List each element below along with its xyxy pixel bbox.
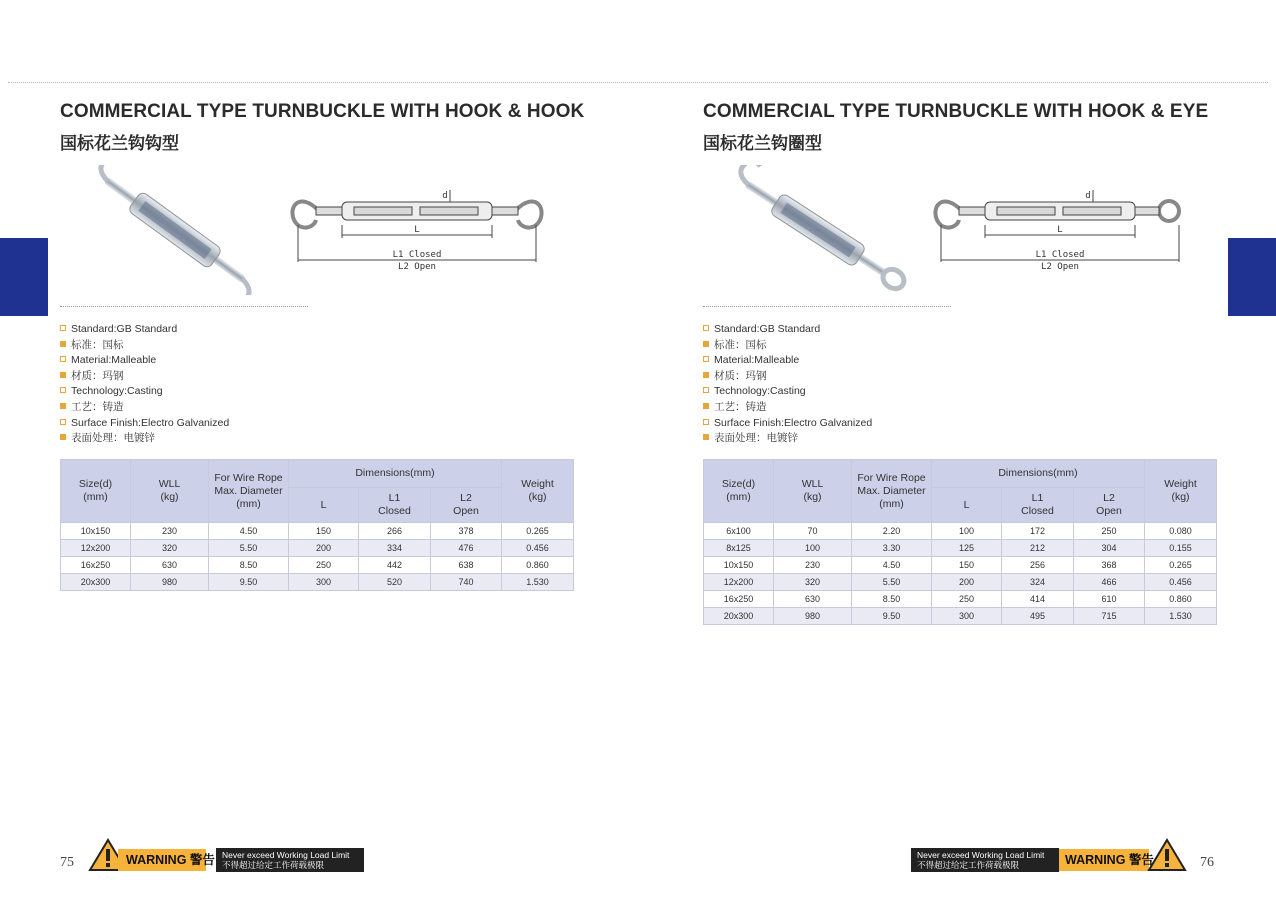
spec-item: 表面处理：电镀锌 <box>703 431 872 447</box>
spec-list <box>703 322 872 447</box>
header-wire-rope: For Wire Rope Max. Diameter (mm) <box>209 460 289 523</box>
warning-banner <box>911 838 1191 872</box>
table-cell: 4.50 <box>852 557 932 574</box>
section-dotted-rule <box>703 306 951 307</box>
table-cell: 16x250 <box>61 557 131 574</box>
table-row <box>61 523 574 540</box>
table-cell: 0.080 <box>1145 523 1217 540</box>
bullet-icon <box>60 434 66 440</box>
table-cell: 150 <box>289 523 359 540</box>
table-cell: 378 <box>431 523 502 540</box>
warning-note: Never exceed Working Load Limit 不得超过给定工作荷载极限 <box>911 848 1059 872</box>
section-dotted-rule <box>60 306 308 307</box>
spec-item: 表面处理：电镀锌 <box>60 431 229 447</box>
table-cell: 0.456 <box>1145 574 1217 591</box>
page-title: COMMERCIAL TYPE TURNBUCKLE WITH HOOK & EYE <box>703 101 1209 122</box>
bullet-icon <box>60 419 66 425</box>
table-cell: 610 <box>1074 591 1145 608</box>
table-cell: 980 <box>131 574 209 591</box>
spec-item: Material:Malleable <box>703 353 872 369</box>
table-cell: 300 <box>289 574 359 591</box>
table-cell: 9.50 <box>852 608 932 625</box>
page-left <box>60 0 620 922</box>
bullet-icon <box>703 356 709 362</box>
spec-item: Surface Finish:Electro Galvanized <box>60 416 229 432</box>
turnbuckle-hook-eye-drawing <box>933 180 1188 275</box>
bullet-icon <box>703 341 709 347</box>
drawing-label-l2: L2 Open <box>1041 262 1079 272</box>
drawing-label-l: L <box>414 225 420 235</box>
turnbuckle-hook-hook-photo <box>70 165 280 295</box>
table-cell: 16x250 <box>704 591 774 608</box>
table-cell: 334 <box>359 540 431 557</box>
table-cell: 250 <box>289 557 359 574</box>
bullet-icon <box>60 325 66 331</box>
spec-item: Surface Finish:Electro Galvanized <box>703 416 872 432</box>
page-subtitle-cn: 国标花兰钩圈型 <box>703 134 822 153</box>
table-cell: 520 <box>359 574 431 591</box>
table-cell: 476 <box>431 540 502 557</box>
spec-item: 材质：玛钢 <box>60 369 229 385</box>
table-cell: 8x125 <box>704 540 774 557</box>
table-cell: 172 <box>1002 523 1074 540</box>
bullet-icon <box>60 356 66 362</box>
table-cell: 70 <box>774 523 852 540</box>
spec-item: Standard:GB Standard <box>703 322 872 338</box>
table-cell: 0.155 <box>1145 540 1217 557</box>
spec-item: 工艺：铸造 <box>703 400 872 416</box>
table-cell: 740 <box>431 574 502 591</box>
table-cell: 3.30 <box>852 540 932 557</box>
warning-label: WARNING 警告 <box>118 849 206 871</box>
table-row <box>704 540 1217 557</box>
table-cell: 320 <box>131 540 209 557</box>
table-cell: 6x100 <box>704 523 774 540</box>
bullet-icon <box>703 372 709 378</box>
spec-item: Material:Malleable <box>60 353 229 369</box>
bullet-icon <box>60 341 66 347</box>
table-cell: 12x200 <box>704 574 774 591</box>
table-cell: 300 <box>932 608 1002 625</box>
bullet-icon <box>703 434 709 440</box>
header-weight: Weight (kg) <box>1145 460 1217 523</box>
table-cell: 2.20 <box>852 523 932 540</box>
table-cell: 4.50 <box>209 523 289 540</box>
table-cell: 1.530 <box>1145 608 1217 625</box>
header-l1: L1 Closed <box>1002 488 1074 523</box>
header-size: Size(d) (mm) <box>704 460 774 523</box>
spec-item: Technology:Casting <box>703 384 872 400</box>
table-cell: 8.50 <box>852 591 932 608</box>
table-cell: 200 <box>289 540 359 557</box>
page-title: COMMERCIAL TYPE TURNBUCKLE WITH HOOK & HOOK <box>60 101 585 122</box>
table-row <box>61 574 574 591</box>
table-row <box>61 540 574 557</box>
header-wire-rope: For Wire Rope Max. Diameter (mm) <box>852 460 932 523</box>
spec-table <box>703 459 1217 625</box>
table-cell: 0.860 <box>1145 591 1217 608</box>
drawing-label-l: L <box>1057 225 1063 235</box>
spec-item: Technology:Casting <box>60 384 229 400</box>
page-number: 75 <box>60 855 74 870</box>
table-row <box>704 591 1217 608</box>
table-cell: 212 <box>1002 540 1074 557</box>
table-cell: 20x300 <box>704 608 774 625</box>
table-row <box>704 557 1217 574</box>
table-row <box>704 608 1217 625</box>
warning-label: WARNING 警告 <box>1059 849 1149 871</box>
table-cell: 0.456 <box>502 540 574 557</box>
table-cell: 466 <box>1074 574 1145 591</box>
table-cell: 324 <box>1002 574 1074 591</box>
spec-table <box>60 459 574 591</box>
spec-item: 标准：国标 <box>703 338 872 354</box>
table-cell: 12x200 <box>61 540 131 557</box>
header-wll: WLL (kg) <box>131 460 209 523</box>
spec-item: Standard:GB Standard <box>60 322 229 338</box>
table-cell: 304 <box>1074 540 1145 557</box>
table-cell: 100 <box>932 523 1002 540</box>
header-dimensions: Dimensions(mm) <box>289 460 502 488</box>
left-side-tab <box>0 238 48 316</box>
table-cell: 266 <box>359 523 431 540</box>
table-cell: 10x150 <box>704 557 774 574</box>
warning-triangle-icon <box>1147 838 1187 872</box>
header-l2: L2 Open <box>431 488 502 523</box>
header-l2: L2 Open <box>1074 488 1145 523</box>
table-cell: 715 <box>1074 608 1145 625</box>
page-number: 76 <box>1200 855 1214 870</box>
header-l: L <box>289 488 359 523</box>
bullet-icon <box>60 387 66 393</box>
table-cell: 980 <box>774 608 852 625</box>
bullet-icon <box>60 372 66 378</box>
header-dimensions: Dimensions(mm) <box>932 460 1145 488</box>
table-cell: 250 <box>932 591 1002 608</box>
table-cell: 414 <box>1002 591 1074 608</box>
page-subtitle-cn: 国标花兰钩钩型 <box>60 134 179 153</box>
drawing-label-l1: L1 Closed <box>392 250 442 260</box>
bullet-icon <box>703 325 709 331</box>
table-cell: 0.265 <box>1145 557 1217 574</box>
drawing-label-d: d <box>1085 191 1091 201</box>
bullet-icon <box>703 403 709 409</box>
header-l1: L1 Closed <box>359 488 431 523</box>
header-size: Size(d) (mm) <box>61 460 131 523</box>
spec-item: 工艺：铸造 <box>60 400 229 416</box>
spec-item: 标准：国标 <box>60 338 229 354</box>
turnbuckle-hook-eye-photo <box>713 165 923 295</box>
drawing-label-d: d <box>442 191 448 201</box>
table-cell: 230 <box>131 523 209 540</box>
bullet-icon <box>703 419 709 425</box>
bullet-icon <box>703 387 709 393</box>
drawing-label-l2: L2 Open <box>398 262 436 272</box>
table-cell: 230 <box>774 557 852 574</box>
table-cell: 495 <box>1002 608 1074 625</box>
bullet-icon <box>60 403 66 409</box>
spec-item: 材质：玛钢 <box>703 369 872 385</box>
table-cell: 20x300 <box>61 574 131 591</box>
table-cell: 630 <box>131 557 209 574</box>
warning-banner <box>88 838 368 872</box>
table-cell: 5.50 <box>852 574 932 591</box>
table-cell: 0.860 <box>502 557 574 574</box>
table-cell: 250 <box>1074 523 1145 540</box>
table-row <box>704 523 1217 540</box>
header-weight: Weight (kg) <box>502 460 574 523</box>
table-cell: 10x150 <box>61 523 131 540</box>
table-cell: 150 <box>932 557 1002 574</box>
table-cell: 368 <box>1074 557 1145 574</box>
table-cell: 1.530 <box>502 574 574 591</box>
table-cell: 8.50 <box>209 557 289 574</box>
table-cell: 256 <box>1002 557 1074 574</box>
table-cell: 5.50 <box>209 540 289 557</box>
table-cell: 0.265 <box>502 523 574 540</box>
page-right <box>703 0 1263 922</box>
drawing-label-l1: L1 Closed <box>1035 250 1085 260</box>
table-cell: 100 <box>774 540 852 557</box>
warning-note: Never exceed Working Load Limit 不得超过给定工作荷载极限 <box>216 848 364 872</box>
header-wll: WLL (kg) <box>774 460 852 523</box>
table-cell: 9.50 <box>209 574 289 591</box>
table-row <box>704 574 1217 591</box>
turnbuckle-hook-hook-drawing <box>290 180 545 275</box>
header-l: L <box>932 488 1002 523</box>
table-cell: 320 <box>774 574 852 591</box>
table-cell: 630 <box>774 591 852 608</box>
table-cell: 638 <box>431 557 502 574</box>
table-cell: 200 <box>932 574 1002 591</box>
table-cell: 125 <box>932 540 1002 557</box>
table-row <box>61 557 574 574</box>
spec-list <box>60 322 229 447</box>
table-cell: 442 <box>359 557 431 574</box>
